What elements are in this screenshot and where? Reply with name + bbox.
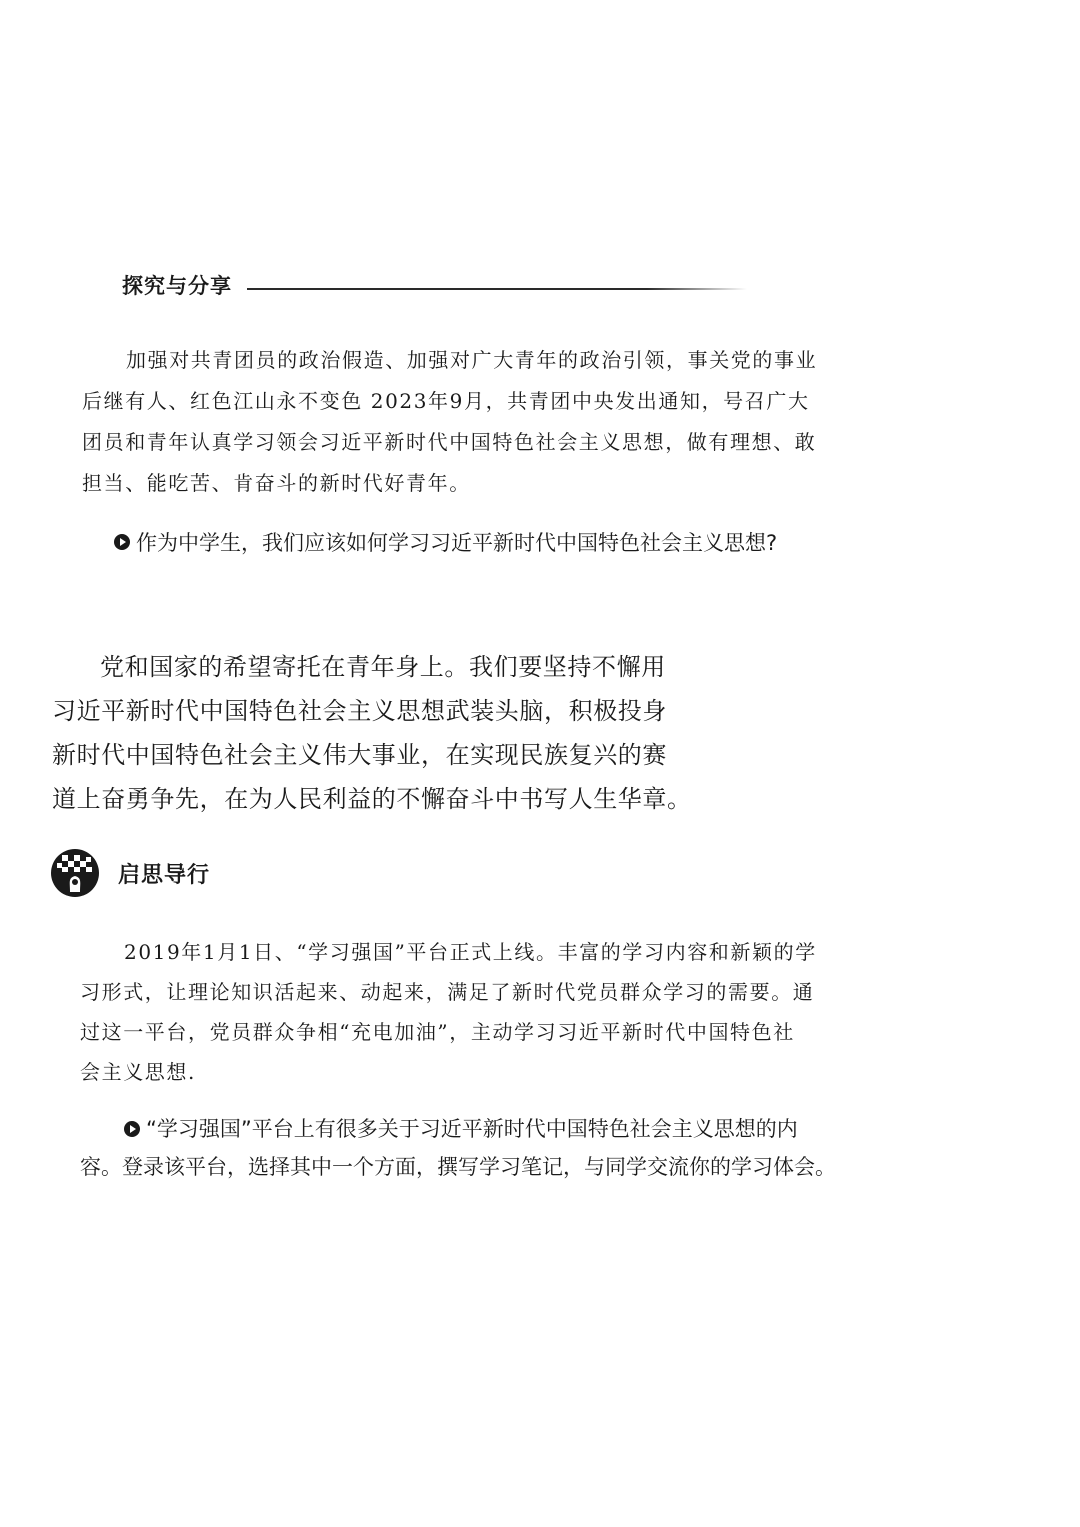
section-heading-reflect-guide: 启思导行 <box>118 863 211 888</box>
paragraph-line: 团员和青年认真学习领会习近平新时代中国特色社会主义思想，做有理想、敢 <box>82 430 817 454</box>
discussion-question <box>114 527 777 557</box>
activity-text: “学习强国”平台上有很多关于习近平新时代中国特色社会主义思想的内 <box>146 1117 798 1141</box>
paragraph-line: 习形式，让理论知识活起来、动起来，满足了新时代党员群众学习的需要。通 <box>80 980 815 1004</box>
paragraph-line: 加强对共青团员的政治假造、加强对广大青年的政治引领，事关党的事业 <box>126 348 818 372</box>
question-text: 作为中学生，我们应该如何学习习近平新时代中国特色社会主义思想? <box>136 531 778 555</box>
reflect-paragraph <box>80 932 840 1092</box>
paragraph-line: 过这一平台，党员群众争相“充电加油”，主动学习习近平新时代中国特色社 <box>80 1020 795 1044</box>
conclusion-line: 道上奋勇争先，在为人民利益的不懈奋斗中书写人生华章。 <box>52 785 692 813</box>
paragraph-line: 2019年1月1日、“学习强国”平台正式上线。丰富的学习内容和新颖的学 <box>124 940 817 964</box>
play-bullet-icon <box>114 534 130 550</box>
section-heading-explore-share: 探究与分享 <box>122 274 232 298</box>
conclusion-line: 党和国家的希望寄托在青年身上。我们要坚持不懈用 <box>100 653 666 681</box>
conclusion-line: 新时代中国特色社会主义伟大事业，在实现民族复兴的赛 <box>52 741 667 769</box>
thinking-head-icon <box>50 848 100 898</box>
play-bullet-icon <box>124 1121 140 1137</box>
paragraph-line: 后继有人、红色江山永不变色 2023年9月，共青团中央发出通知，号召广大 <box>82 389 810 413</box>
conclusion-paragraph <box>52 645 692 821</box>
activity-prompt <box>80 1110 850 1186</box>
heading-rule <box>247 288 747 290</box>
explore-paragraph <box>82 340 842 504</box>
paragraph-line: 会主义思想. <box>80 1060 196 1084</box>
activity-line <box>80 1110 850 1148</box>
paragraph-line: 担当、能吃苦、肯奋斗的新时代好青年。 <box>82 471 471 495</box>
activity-line: 容。登录该平台，选择其中一个方面，撰写学习笔记，与同学交流你的学习体会。 <box>80 1155 836 1179</box>
conclusion-line: 习近平新时代中国特色社会主义思想武装头脑，积极投身 <box>52 697 667 725</box>
